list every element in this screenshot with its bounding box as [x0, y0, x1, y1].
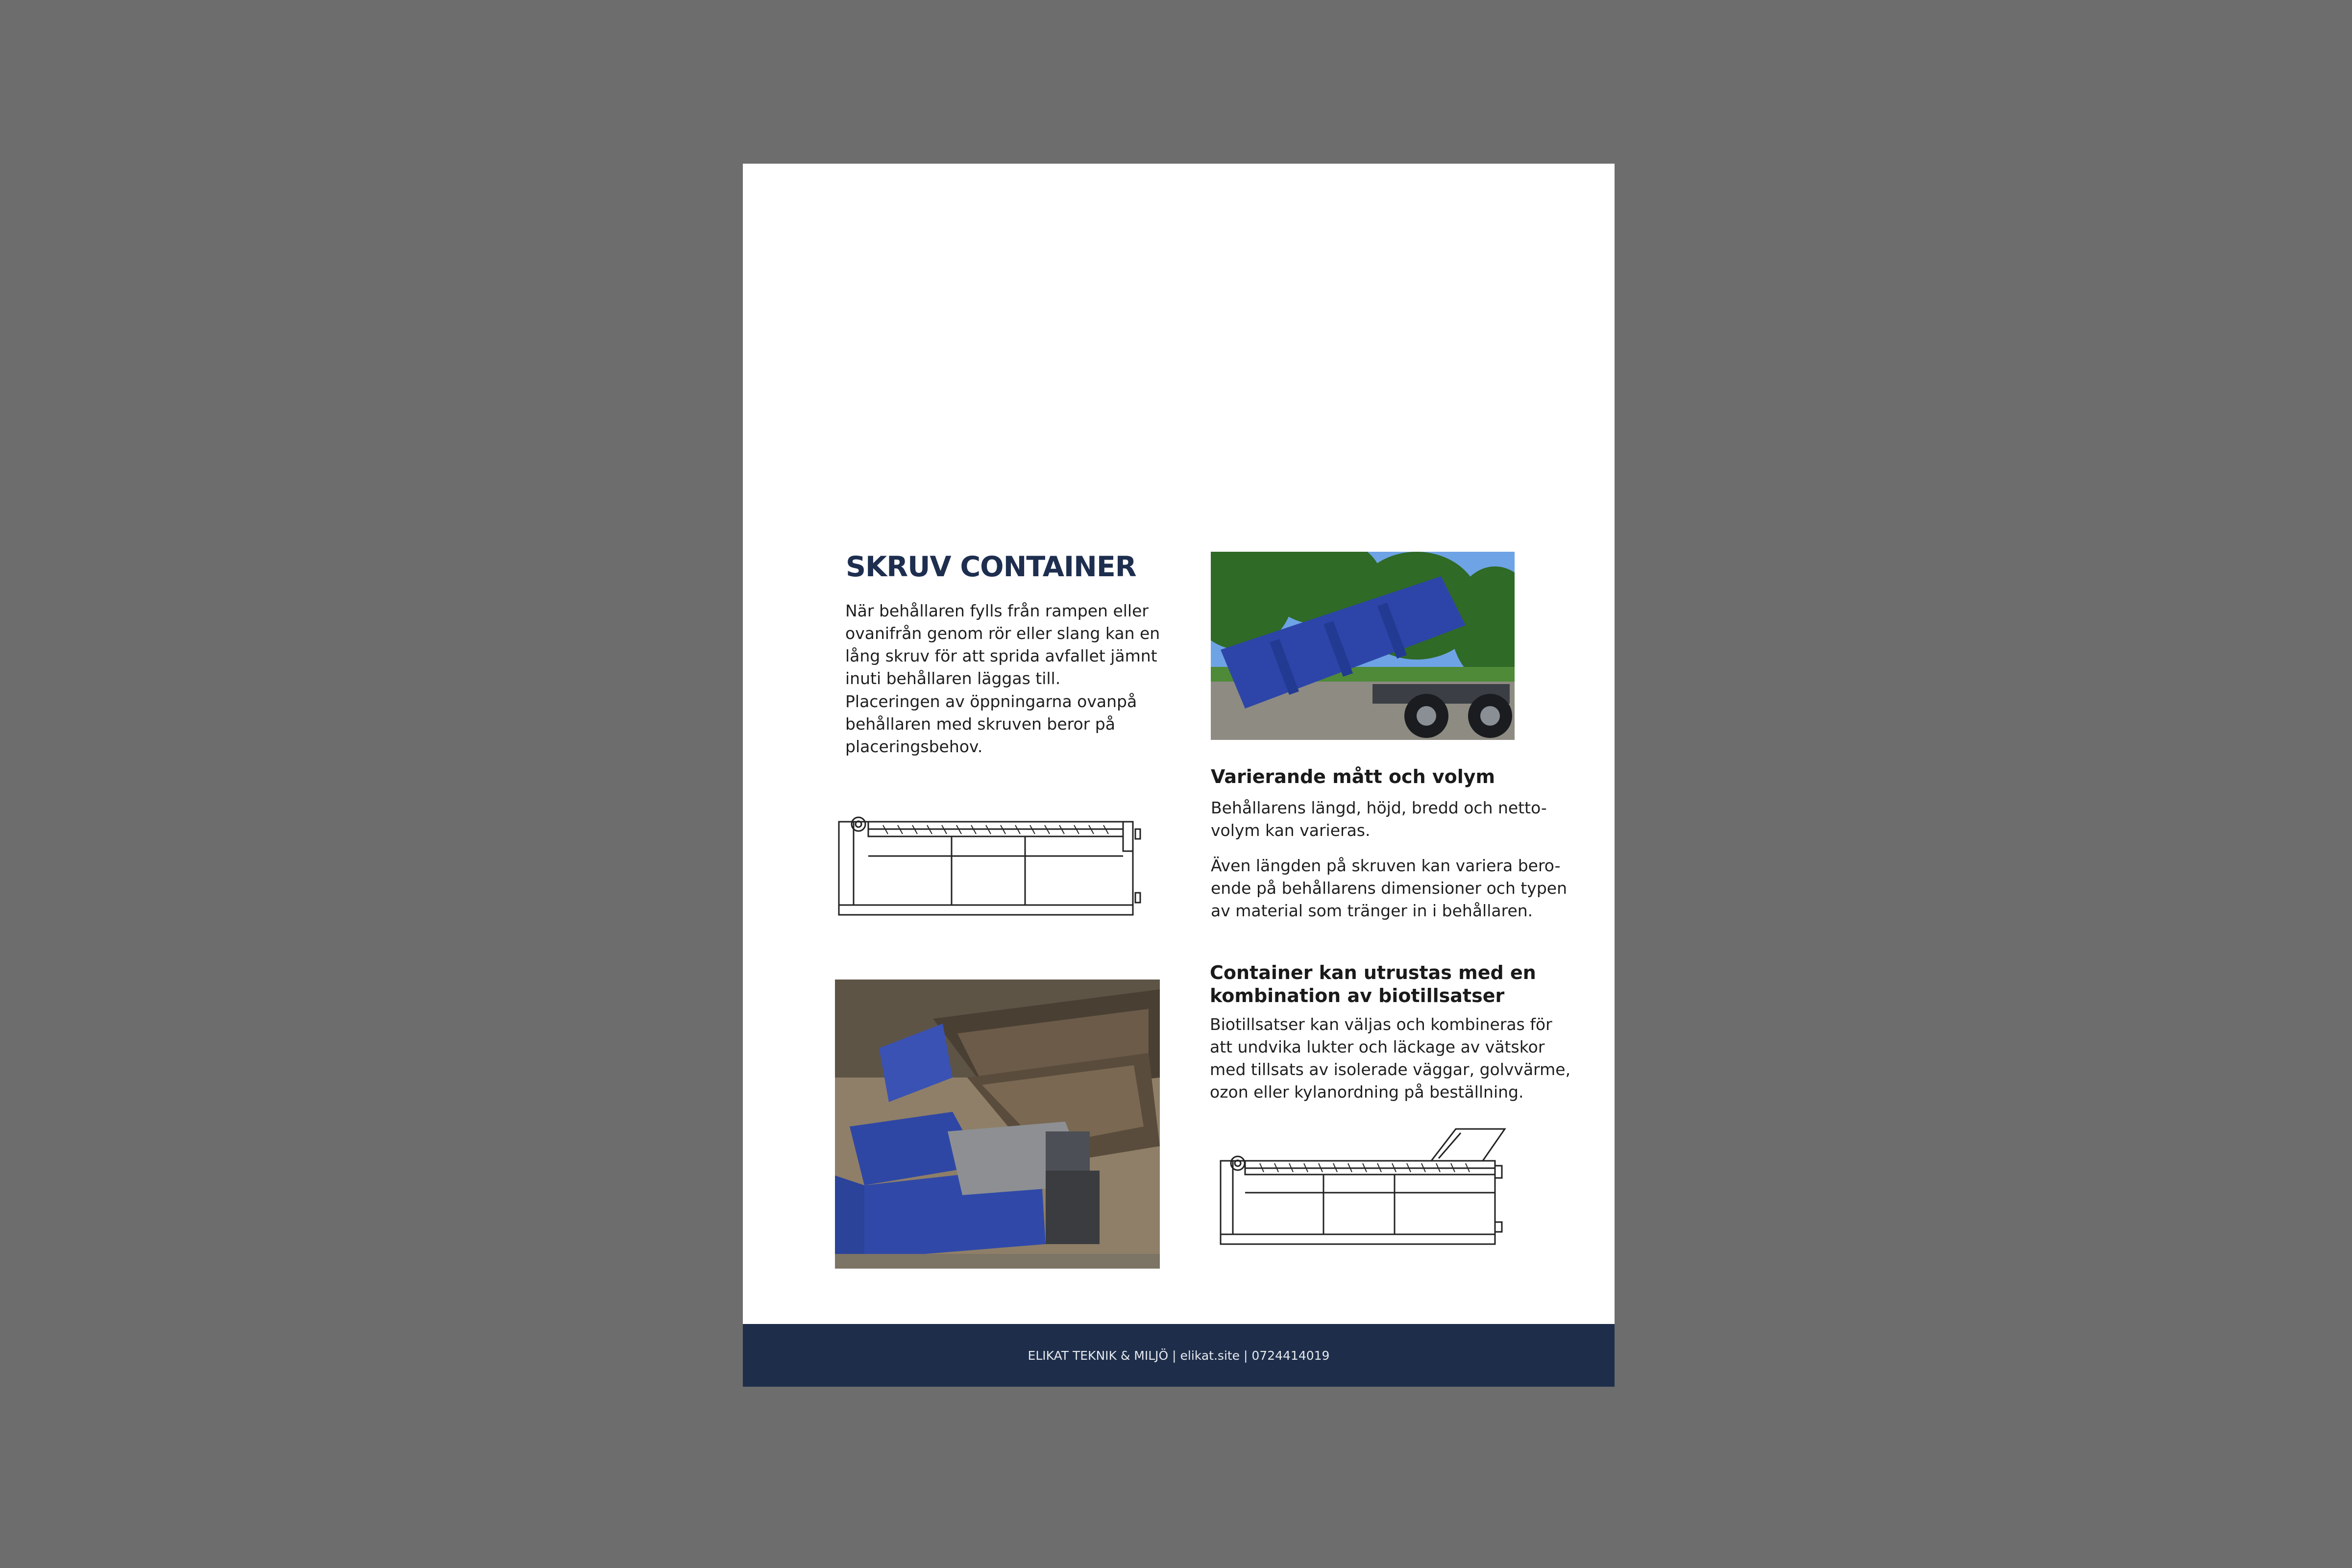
intro-paragraph-1: [845, 600, 1160, 690]
document-page: [743, 164, 1615, 1387]
bio-heading-line: kombination av biotillsatser: [1210, 985, 1505, 1006]
intro-line: Placeringen av öppningarna ovanpå: [845, 692, 1137, 711]
dimensions-line: volym kan varieras.: [1211, 821, 1371, 840]
intro-line: lång skruv för att sprida avfallet jämnt: [845, 646, 1157, 665]
page-title: SKRUV CONTAINER: [846, 551, 1136, 583]
intro-line: behållaren med skruven beror på: [845, 714, 1115, 734]
intro-paragraph-2: [845, 690, 1137, 758]
bio-line: ozon eller kylanordning på beställning.: [1210, 1082, 1524, 1102]
intro-line: ovanifrån genom rör eller slang kan en: [845, 624, 1160, 643]
footer-text: ELIKAT TEKNIK & MILJÖ | elikat.site | 0724414019: [1028, 1348, 1330, 1363]
bio-heading-line: Container kan utrustas med en: [1210, 962, 1536, 983]
dimensions-heading: Varierande mått och volym: [1211, 766, 1495, 787]
dimensions-paragraph-2: [1211, 855, 1567, 922]
bio-paragraph: [1210, 1013, 1570, 1103]
footer-bar: [743, 1324, 1615, 1387]
tilted-container-photo: [1211, 552, 1515, 740]
bio-line: med tillsats av isolerade väggar, golvvärme,: [1210, 1060, 1571, 1079]
dimensions-paragraph-1: [1211, 797, 1547, 842]
bio-line: att undvika lukter och läckage av vätskor: [1210, 1037, 1545, 1056]
dimensions-line: Behållarens längd, höjd, bredd och netto-: [1211, 798, 1547, 817]
screw-container-drawing: [834, 809, 1152, 922]
dimensions-line: Även längden på skruven kan variera bero-: [1211, 856, 1561, 875]
workshop-containers-photo: [835, 980, 1160, 1269]
bio-line: Biotillsatser kan väljas och kombineras för: [1210, 1015, 1552, 1034]
dimensions-line: ende på behållarens dimensioner och typen: [1211, 879, 1567, 898]
open-hatch-container-drawing: [1216, 1124, 1519, 1251]
intro-line: placeringsbehov.: [845, 737, 983, 756]
bio-heading: [1210, 961, 1536, 1007]
intro-line: När behållaren fylls från rampen eller: [845, 601, 1149, 620]
intro-line: inuti behållaren läggas till.: [845, 669, 1061, 688]
dimensions-line: av material som tränger in i behållaren.: [1211, 901, 1533, 920]
